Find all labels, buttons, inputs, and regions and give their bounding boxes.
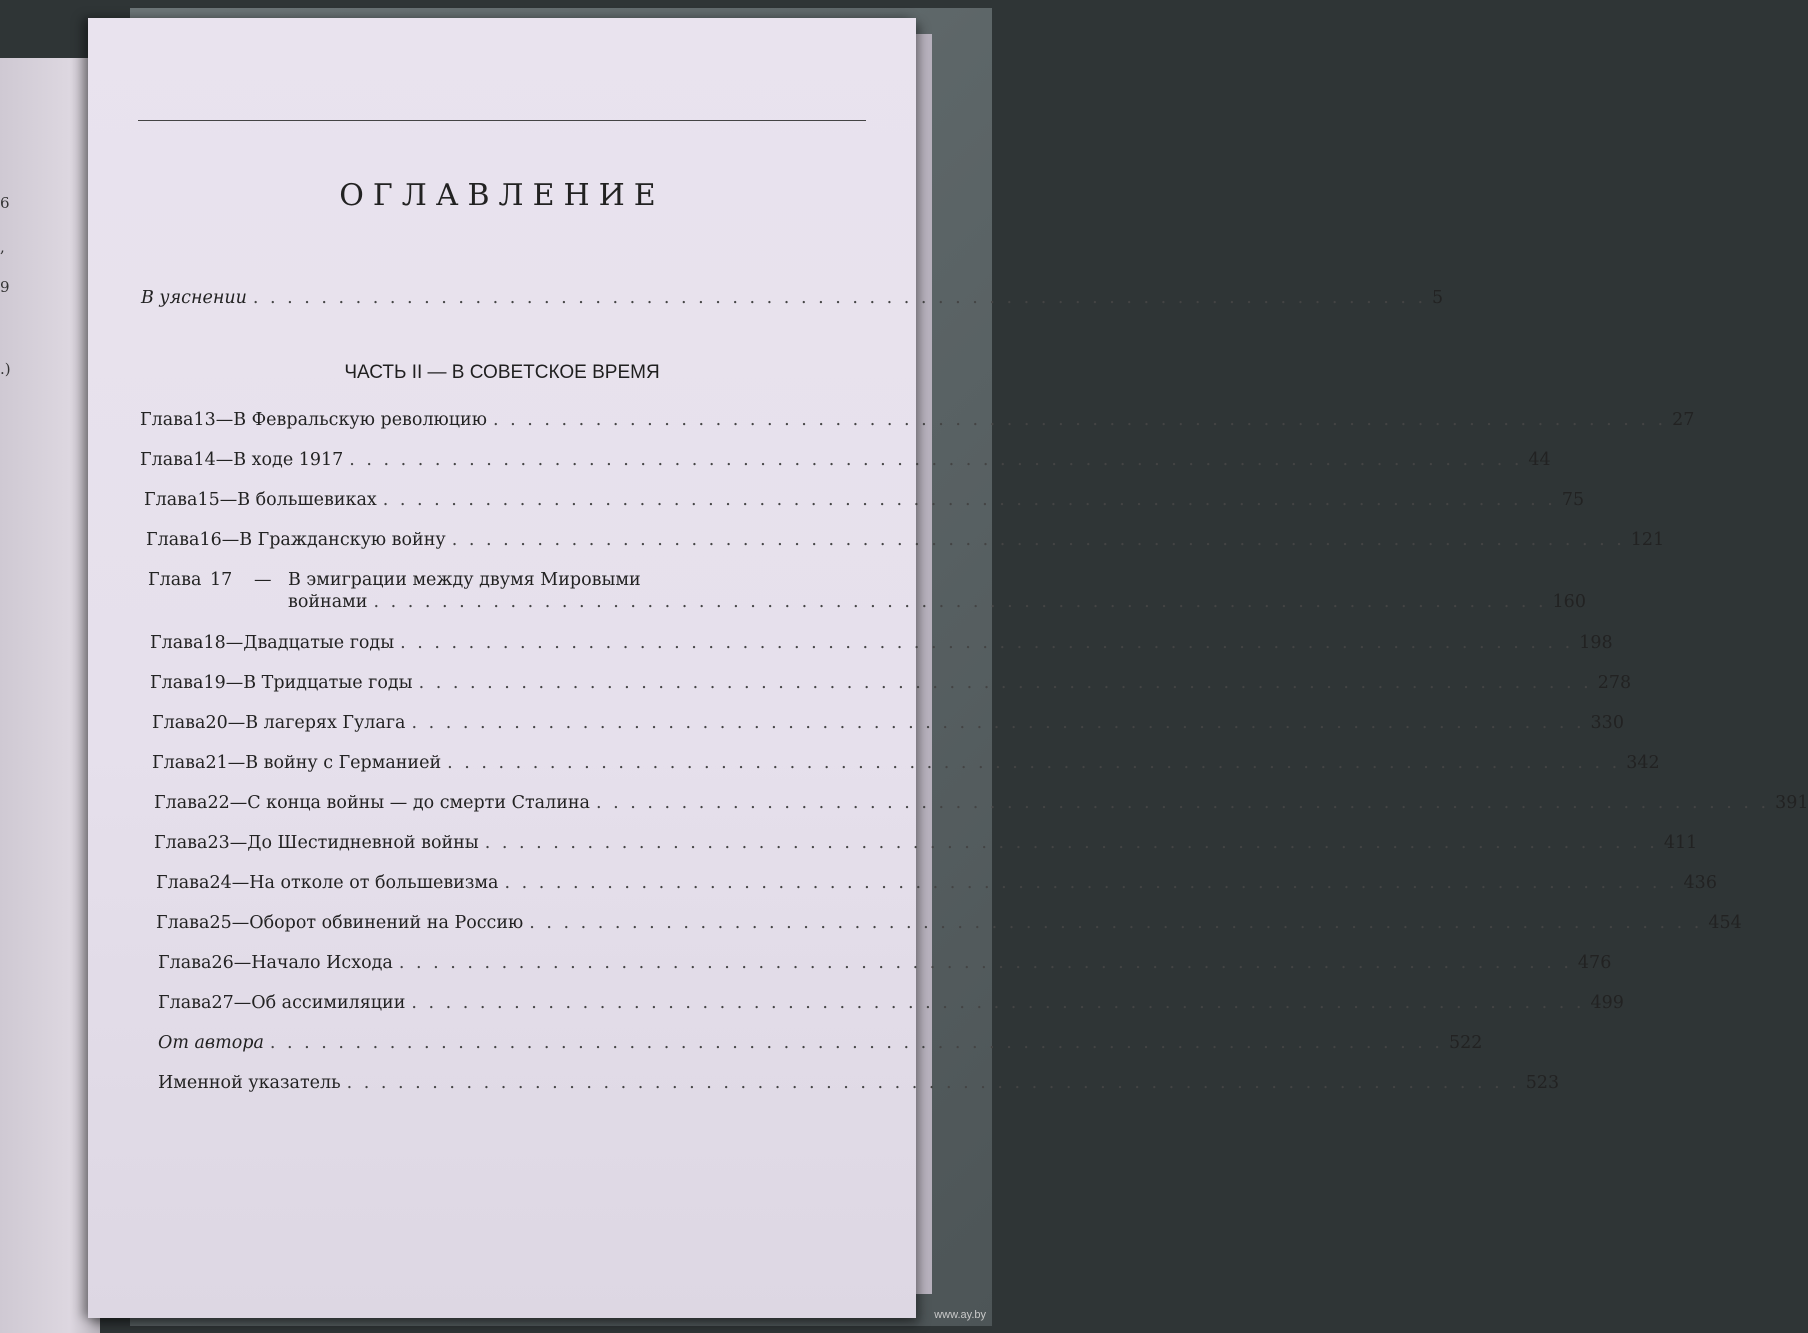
chapter-word: Глава	[140, 450, 194, 470]
chapter-dash: —	[231, 873, 250, 893]
chapter-title: В лагерях Гулага	[245, 713, 406, 733]
toc-entry-chapter	[158, 953, 1612, 983]
chapter-number: 13	[193, 410, 216, 430]
dot-leader: . . . . . . . . . . . . . . . . . . . . . . . . . . . . . . . . . . . . . . . . . . . . . . . . . . . . . . . . . . . . . . . . . . . . .	[382, 490, 1556, 510]
chapter-dash: —	[233, 993, 252, 1013]
dot-leader: . . . . . . . . . . . . . . . . . . . . . . . . . . . . . . . . . . . . . . . . . . . . . . . . . . . . . . . . . . . . . . . . . . . . .	[529, 913, 1703, 933]
chapter-page: 391	[1775, 793, 1808, 813]
chapter-dash: —	[227, 713, 246, 733]
dot-leader: . . . . . . . . . . . . . . . . . . . . . . . . . . . . . . . . . . . . . . . . . . . . . . . . . . . . . . . . . . . . . . . . . . . . .	[595, 793, 1770, 813]
chapter-dash: —	[215, 450, 234, 470]
chapter-page: 198	[1579, 633, 1613, 653]
chapter-word: Глава	[158, 993, 212, 1013]
toc-entry-title: От автора	[158, 1033, 264, 1053]
toc-entry-chapter	[140, 450, 1551, 480]
chapter-number: 14	[193, 450, 216, 470]
chapter-page: 476	[1577, 953, 1612, 973]
chapter-number: 21	[205, 753, 228, 773]
toc-entry-afterword	[158, 1033, 1483, 1063]
chapter-page: 27	[1672, 410, 1695, 430]
chapter-number: 20	[205, 713, 228, 733]
chapter-page: 160	[1552, 592, 1586, 612]
chapter-title: Двадцатые годы	[243, 633, 395, 653]
chapter-word: Глава	[152, 753, 206, 773]
toc-entry-chapter-continued	[288, 592, 1586, 622]
chapter-dash: —	[233, 953, 252, 973]
chapter-word: Глава	[150, 633, 204, 653]
chapter-dash: —	[225, 673, 244, 693]
dot-leader: . . . . . . . . . . . . . . . . . . . . . . . . . . . . . . . . . . . . . . . . . . . . . . . . . . . . . . . . . . . . . . . . . . . . .	[492, 410, 1667, 430]
chapter-dash: —	[215, 410, 234, 430]
chapter-dash: —	[219, 490, 238, 510]
chapter-title: Об ассимиляции	[251, 993, 406, 1013]
dot-leader: . . . . . . . . . . . . . . . . . . . . . . . . . . . . . . . . . . . . . . . . . . . . . . . . . . . . . . . . . . . . . . . . . . . . .	[398, 953, 1572, 973]
chapter-number: 17	[210, 570, 233, 590]
dot-leader: . . . . . . . . . . . . . . . . . . . . . . . . . . . . . . . . . . . . . . . . . . . . . . . . . . . . . . . . . . . . . . . . . . . . .	[346, 1073, 1520, 1093]
chapter-word: Глава	[154, 833, 208, 853]
toc-entry-chapter	[150, 633, 1613, 663]
chapter-page: 411	[1663, 833, 1698, 853]
dot-leader: . . . . . . . . . . . . . . . . . . . . . . . . . . . . . . . . . . . . . . . . . . . . . . . . . . . . . . . . . . . . . . . . . . . . .	[400, 633, 1574, 653]
chapter-title-continued: войнами	[288, 592, 368, 612]
toc-entry-title: Именной указатель	[158, 1073, 341, 1093]
toc-entry-chapter	[156, 913, 1742, 943]
chapter-dash: —	[227, 753, 246, 773]
chapter-title: В ходе 1917	[233, 450, 344, 470]
toc-entry-intro	[141, 288, 1444, 318]
left-page-fragment: ,	[0, 238, 5, 256]
chapter-title: В большевиках	[237, 490, 377, 510]
toc-entry-chapter	[150, 673, 1632, 703]
chapter-page: 342	[1626, 753, 1660, 773]
chapter-word: Глава	[156, 913, 210, 933]
chapter-number: 25	[209, 913, 232, 933]
chapter-dash: —	[225, 633, 244, 653]
chapter-page: 436	[1683, 873, 1717, 893]
toc-entry-page: 522	[1449, 1033, 1483, 1053]
part-title: ЧАСТЬ II — В СОВЕТСКОЕ ВРЕМЯ	[344, 362, 660, 383]
chapter-word: Глава	[152, 713, 206, 733]
chapter-page: 121	[1630, 530, 1665, 550]
dot-leader: . . . . . . . . . . . . . . . . . . . . . . . . . . . . . . . . . . . . . . . . . . . . . . . . . . . . . . . . . . . . . . . . . . . . .	[504, 873, 1678, 893]
left-page-fragment: 6	[0, 194, 10, 212]
chapter-title: В Гражданскую войну	[239, 530, 446, 550]
toc-entry-chapter	[144, 490, 1585, 520]
chapter-page: 454	[1708, 913, 1742, 933]
dot-leader: . . . . . . . . . . . . . . . . . . . . . . . . . . . . . . . . . . . . . . . . . . . . . . . . . . . . . . . . . . . . . . . . . . . . .	[349, 450, 1523, 470]
toc-entry-index	[158, 1073, 1560, 1103]
chapter-page: 330	[1590, 713, 1624, 733]
chapter-title: До Шестидневной войны	[247, 833, 479, 853]
toc-entry-chapter	[152, 753, 1660, 783]
chapter-number: 22	[207, 793, 230, 813]
chapter-word: Глава	[140, 410, 194, 430]
left-facing-page	[0, 58, 100, 1333]
chapter-page: 75	[1561, 490, 1585, 510]
chapter-dash: —	[229, 793, 248, 813]
chapter-word: Глава	[148, 570, 202, 590]
chapter-number: 15	[197, 490, 220, 510]
chapter-word: Глава	[154, 793, 208, 813]
chapter-title: В эмиграции между двумя Мировыми	[288, 570, 641, 590]
left-page-fragment: .)	[0, 360, 11, 378]
chapter-title: С конца войны — до смерти Сталина	[247, 793, 590, 813]
chapter-title: В войну с Германией	[245, 753, 442, 773]
chapter-number: 19	[203, 673, 226, 693]
page-title: ОГЛАВЛЕНИЕ	[339, 178, 665, 213]
chapter-title: Начало Исхода	[251, 953, 393, 973]
chapter-dash: —	[254, 570, 272, 590]
dot-leader: . . . . . . . . . . . . . . . . . . . . . . . . . . . . . . . . . . . . . . . . . . . . . . . . . . . . . . . . . . . . . . . . . . . . .	[373, 592, 1547, 612]
toc-entry-chapter	[140, 410, 1695, 440]
dot-leader: . . . . . . . . . . . . . . . . . . . . . . . . . . . . . . . . . . . . . . . . . . . . . . . . . . . . . . . . . . . . . . . . . . . . .	[269, 1033, 1443, 1053]
watermark: www.ay.by	[934, 1309, 986, 1321]
chapter-number: 24	[209, 873, 232, 893]
chapter-word: Глава	[156, 873, 210, 893]
chapter-page: 44	[1528, 450, 1551, 470]
chapter-number: 16	[199, 530, 222, 550]
header-rule	[138, 120, 866, 121]
dot-leader: . . . . . . . . . . . . . . . . . . . . . . . . . . . . . . . . . . . . . . . . . . . . . . . . . . . . . . . . . . . . . . . . . . . . .	[447, 753, 1621, 773]
left-page-fragment: 9	[0, 278, 10, 296]
chapter-title: На отколе от большевизма	[249, 873, 499, 893]
dot-leader: . . . . . . . . . . . . . . . . . . . . . . . . . . . . . . . . . . . . . . . . . . . . . . . . . . . . . . . . . . . . . . . . . . . . .	[411, 993, 1585, 1013]
chapter-number: 27	[211, 993, 234, 1013]
toc-entry-page: 523	[1525, 1073, 1560, 1093]
chapter-number: 23	[207, 833, 230, 853]
chapter-number: 18	[203, 633, 226, 653]
toc-entry-chapter	[154, 793, 1808, 823]
chapter-dash: —	[231, 913, 250, 933]
chapter-dash: —	[229, 833, 248, 853]
dot-leader: . . . . . . . . . . . . . . . . . . . . . . . . . . . . . . . . . . . . . . . . . . . . . . . . . . . . . . . . . . . . . . . . . . . . .	[451, 530, 1625, 550]
chapter-title: В Тридцатые годы	[243, 673, 413, 693]
chapter-dash: —	[221, 530, 240, 550]
chapter-title: В Февральскую революцию	[233, 410, 487, 430]
chapter-title: Оборот обвинений на Россию	[249, 913, 524, 933]
dot-leader: . . . . . . . . . . . . . . . . . . . . . . . . . . . . . . . . . . . . . . . . . . . . . . . . . . . . . . . . . . . . . . . . . . . . .	[252, 288, 1427, 308]
chapter-word: Глава	[150, 673, 204, 693]
toc-entry-chapter	[158, 993, 1624, 1023]
chapter-page: 499	[1590, 993, 1624, 1013]
toc-entry-chapter	[152, 713, 1624, 743]
dot-leader: . . . . . . . . . . . . . . . . . . . . . . . . . . . . . . . . . . . . . . . . . . . . . . . . . . . . . . . . . . . . . . . . . . . . .	[411, 713, 1585, 733]
chapter-word: Глава	[158, 953, 212, 973]
chapter-word: Глава	[144, 490, 198, 510]
dot-leader: . . . . . . . . . . . . . . . . . . . . . . . . . . . . . . . . . . . . . . . . . . . . . . . . . . . . . . . . . . . . . . . . . . . . .	[418, 673, 1592, 693]
chapter-word: Глава	[146, 530, 200, 550]
chapter-page: 278	[1597, 673, 1632, 693]
toc-entry-page: 5	[1432, 288, 1444, 308]
toc-entry-chapter	[154, 833, 1698, 863]
toc-entry-chapter	[146, 530, 1665, 560]
toc-entry-title: В уяснении	[141, 288, 247, 308]
toc-entry-chapter	[156, 873, 1717, 903]
dot-leader: . . . . . . . . . . . . . . . . . . . . . . . . . . . . . . . . . . . . . . . . . . . . . . . . . . . . . . . . . . . . . . . . . . . . .	[484, 833, 1658, 853]
chapter-number: 26	[211, 953, 234, 973]
